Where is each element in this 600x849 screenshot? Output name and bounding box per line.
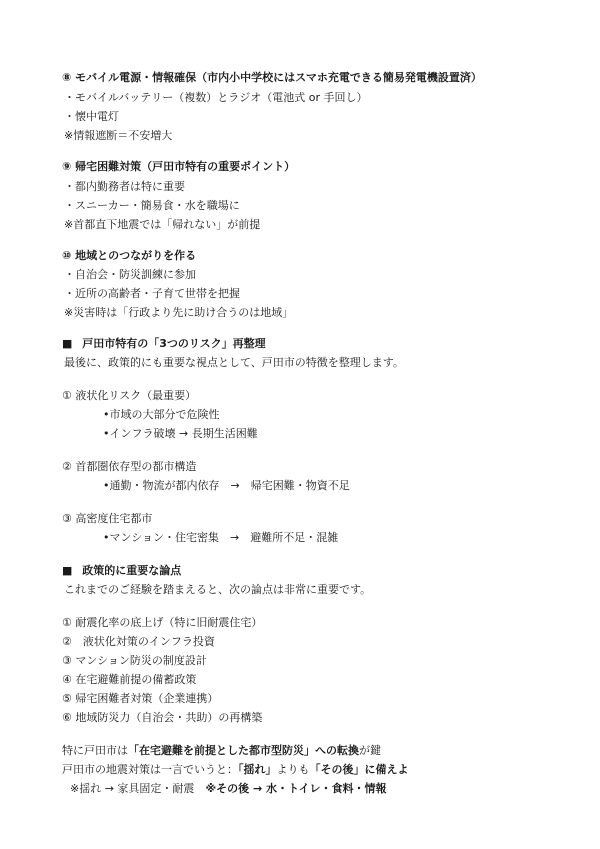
section-10-item-2: ・近所の高齢者・子育て世帯を把握 [64, 287, 240, 300]
section-8-note: ※情報遮断＝不安増大 [64, 129, 173, 142]
policy-item-6: ⑥ 地域防災力（自治会・共助）の再構築 [62, 711, 263, 724]
policy-item-3: ③ マンション防災の制度設計 [62, 654, 207, 667]
conclusion-line-1-pre: 特に戸田市は [62, 744, 128, 757]
section-8-heading: ⑧ モバイル電源・情報確保（市内小中学校にはスマホ充電できる簡易発電機設置済） [62, 71, 482, 84]
conclusion-line-2-pre: 戸田市の地震対策は一言でいうと： [62, 763, 238, 776]
risk-1-title: ① 液状化リスク（最重要） [62, 389, 197, 402]
conclusion-line-2 [62, 763, 409, 777]
risk-heading [62, 337, 266, 351]
risk-2-title: ② 首都圏依存型の都市構造 [62, 460, 197, 473]
risk-1-item-2: •インフラ破壊 → 長期生活困難 [103, 427, 258, 440]
risk-3-title: ③ 高密度住宅都市 [62, 512, 153, 525]
section-10-item-1: ・自治会・防災訓練に参加 [64, 268, 196, 281]
conclusion-line-1-post: が鍵 [359, 744, 381, 757]
conclusion-line-1 [62, 744, 381, 758]
section-8-item-1: ・モバイルバッテリー（複数）とラジオ（電池式 or 手回し） [64, 91, 368, 104]
risk-1-item-1: •市域の大部分で危険性 [103, 408, 220, 421]
policy-item-5: ⑤ 帰宅困難者対策（企業連携） [62, 692, 219, 705]
section-10-heading: ⑩ 地域とのつながりを作る [62, 249, 197, 262]
section-9-note: ※首都直下地震では「帰れない」が前提 [64, 218, 261, 231]
conclusion-line-2-bold-1: 「揺れ」 [238, 763, 277, 776]
section-9-item-2: ・スニーカー・簡易食・水を職場に [64, 199, 240, 212]
section-10-note: ※災害時は「行政より先に助け合うのは地域」 [64, 306, 294, 319]
section-9-item-1: ・都内勤務者は特に重要 [64, 180, 185, 193]
risk-2-item-1: •通勤・物流が都内依存 → 帰宅困難・物資不足 [103, 479, 350, 492]
risk-3-item-1: •マンション・住宅密集 → 避難所不足・混雑 [103, 531, 339, 544]
risk-heading-text: 戸田市特有の「3つのリスク」再整理 [82, 337, 266, 350]
conclusion-line-1-bold: 「在宅避難を前提とした都市型防災」への転換 [128, 744, 359, 757]
conclusion-line-2-mid: よりも [276, 763, 310, 776]
policy-heading-text: 政策的に重要な論点 [82, 564, 182, 577]
conclusion-line-3 [70, 782, 386, 796]
policy-heading [62, 564, 181, 578]
policy-item-4: ④ 在宅避難前提の備蓄政策 [62, 673, 197, 686]
section-8-item-2: ・懐中電灯 [64, 110, 119, 123]
conclusion-line-3-pre: ※揺れ → 家具固定・耐震 [70, 782, 206, 795]
conclusion-line-3-bold: ※その後 → 水・トイレ・食料・情報 [205, 782, 387, 795]
policy-item-2: ② 液状化対策のインフラ投資 [62, 635, 215, 648]
section-9-heading: ⑨ 帰宅困難対策（戸田市特有の重要ポイント） [62, 160, 296, 173]
conclusion-line-2-bold-2: 「その後」に備えよ [309, 763, 409, 776]
square-bullet-icon: ■ [62, 564, 73, 577]
policy-intro: これまでのご経験を踏まえると、次の論点は非常に重要です。 [64, 583, 372, 596]
risk-intro: 最後に、政策的にも重要な視点として、戸田市の特徴を整理します。 [64, 356, 404, 369]
policy-item-1: ① 耐震化率の底上げ（特に旧耐震住宅） [62, 616, 263, 629]
square-bullet-icon: ■ [62, 337, 73, 350]
